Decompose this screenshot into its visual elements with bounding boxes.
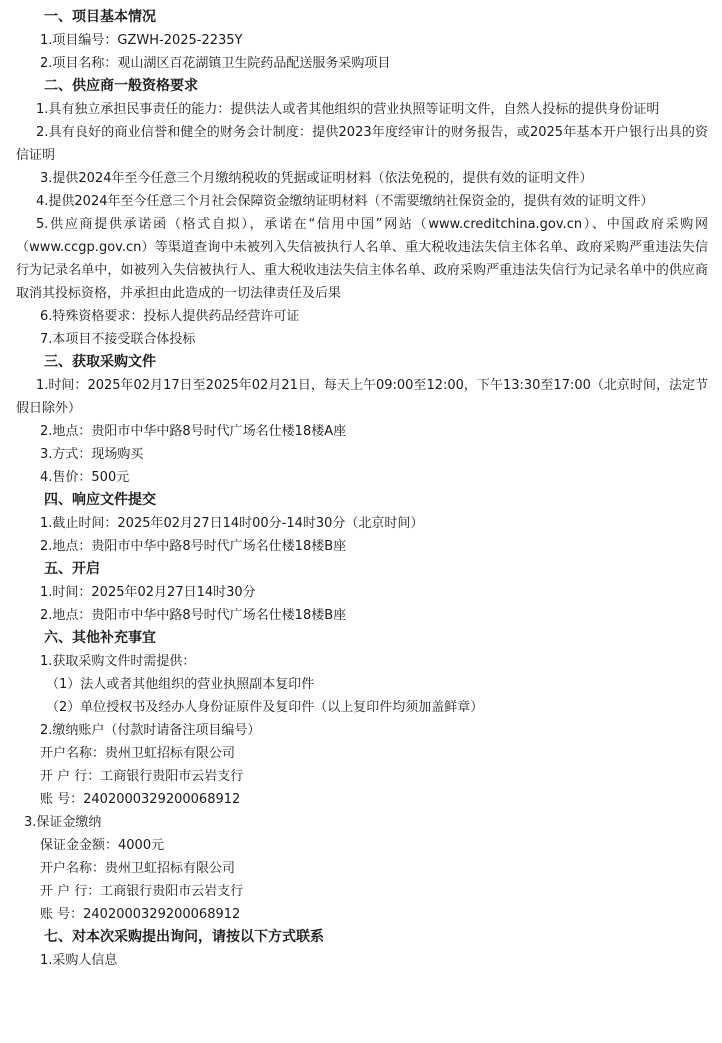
paragraph-line: 3.提供2024年至今任意三个月缴纳税收的凭据或证明材料（依法免税的，提供有效的证明文件）	[40, 171, 593, 186]
paragraph-line: 2.项目名称：观山湖区百花湖镇卫生院药品配送服务采购项目	[40, 56, 391, 71]
paragraph-line: 1.获取采购文件时需提供：	[40, 654, 196, 669]
paragraph-line: 3.保证金缴纳	[24, 815, 102, 830]
paragraph-line: 4.提供2024年至今任意三个月社会保障资金缴纳证明材料（不需要缴纳社保资金的，提供有效的证明文件）	[36, 194, 654, 209]
paragraph-line: 账 号：2402000329200068912	[40, 792, 241, 807]
paragraph-line: 1.具有独立承担民事责任的能力：提供法人或者其他组织的营业执照等证明文件，自然人投标的提供身份证明	[36, 102, 660, 117]
paragraph-line: 2.地点：贵阳市中华中路8号时代广场名仕楼18楼B座	[40, 539, 347, 554]
paragraph-line: 2.具有良好的商业信誉和健全的财务会计制度：提供2023年度经审计的财务报告，或2025年基本开户银行出具的资信证明	[16, 125, 708, 163]
section-heading: 四、响应文件提交	[44, 492, 156, 508]
paragraph-line: 1.采购人信息	[40, 953, 118, 968]
paragraph-line: 4.售价：500元	[40, 470, 130, 485]
paragraph-line: 保证金金额：4000元	[40, 838, 165, 853]
paragraph-line: 6.特殊资格要求：投标人提供药品经营许可证	[40, 309, 300, 324]
section-heading: 一、项目基本情况	[44, 9, 156, 25]
paragraph-line: 2.地点：贵阳市中华中路8号时代广场名仕楼18楼B座	[40, 608, 347, 623]
paragraph-line: 1.项目编号：GZWH-2025-2235Y	[40, 33, 243, 48]
section-heading: 五、开启	[44, 561, 100, 577]
paragraph-line: 开户名称：贵州卫虹招标有限公司	[40, 861, 236, 876]
section-heading: 二、供应商一般资格要求	[44, 78, 198, 94]
paragraph-line: 账 号：2402000329200068912	[40, 907, 241, 922]
paragraph-line: 1.时间：2025年02月27日14时30分	[40, 585, 256, 600]
paragraph-line: 开 户 行：工商银行贵阳市云岩支行	[40, 769, 244, 784]
paragraph-line: 开 户 行：工商银行贵阳市云岩支行	[40, 884, 244, 899]
paragraph-line: 2.地点：贵阳市中华中路8号时代广场名仕楼18楼A座	[40, 424, 347, 439]
section-heading: 六、其他补充事宜	[44, 630, 156, 646]
section-heading: 三、获取采购文件	[44, 354, 156, 370]
paragraph-line: 5.供应商提供承诺函（格式自拟），承诺在“信用中国”网站（www.creditchina.gov.cn）、中国政府采购网（www.ccgp.gov.cn）等渠道查询中未被列入失信被执行人名单、重大税收违法失信主体名单、政府采购严重违法失信行为记录名单中，如被列入失信被执行人、重大税收违法失信主体名单、政府采购严重违法失信行为记录名单中的供应商取消其投标资格，并承担由此造成的一切法律责任及后果	[16, 217, 708, 301]
paragraph-line: 1.时间：2025年02月17日至2025年02月21日，每天上午09:00至12:00，下午13:30至17:00（北京时间，法定节假日除外）	[16, 378, 708, 416]
paragraph-line: （1）法人或者其他组织的营业执照副本复印件	[46, 677, 315, 692]
paragraph-line: （2）单位授权书及经办人身份证原件及复印件（以上复印件均须加盖鲜章）	[46, 700, 484, 715]
paragraph-line: 7.本项目不接受联合体投标	[40, 332, 196, 347]
section-heading: 七、对本次采购提出询问，请按以下方式联系	[44, 929, 324, 945]
paragraph-line: 3.方式：现场购买	[40, 447, 144, 462]
paragraph-line: 2.缴纳账户（付款时请备注项目编号）	[40, 723, 261, 738]
paragraph-line: 1.截止时间：2025年02月27日14时00分-14时30分（北京时间）	[40, 516, 424, 531]
paragraph-line: 开户名称：贵州卫虹招标有限公司	[40, 746, 236, 761]
